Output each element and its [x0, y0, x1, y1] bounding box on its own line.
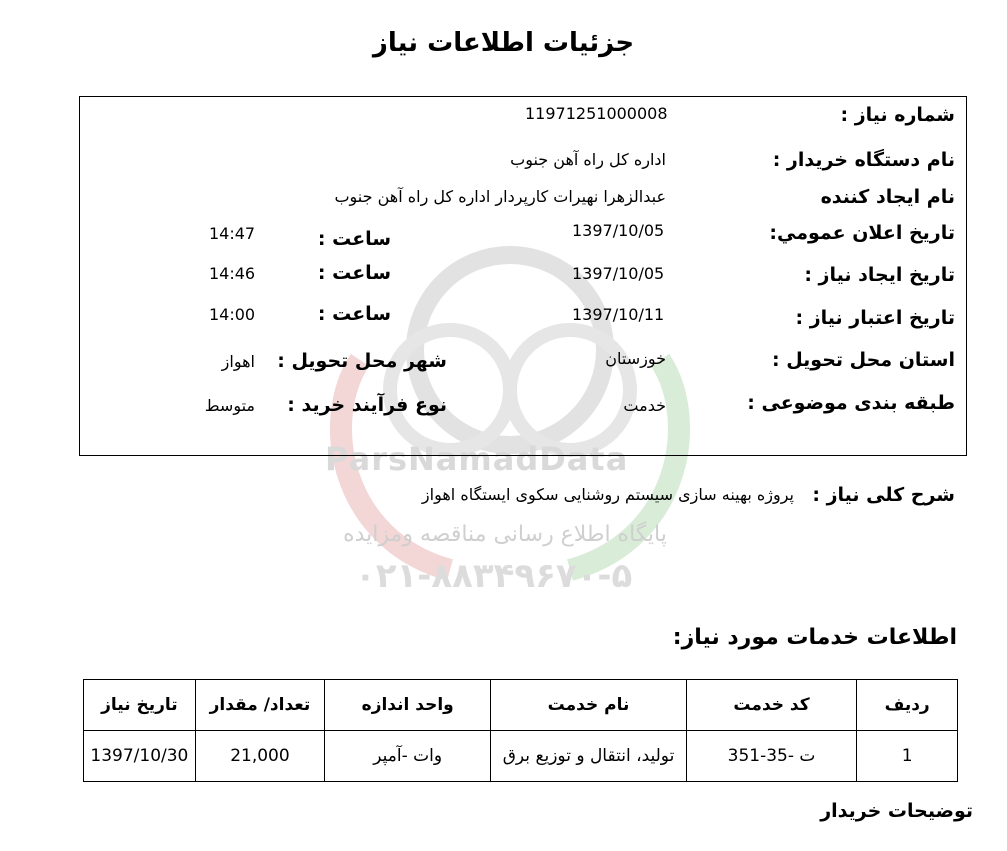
create-date-value: 1397/10/05	[572, 264, 665, 283]
need-number-value: 11971251000008	[525, 104, 668, 123]
creator-value: عبدالزهرا نهیرات کارپردار اداره کل راه آهن جنوب	[334, 187, 666, 206]
watermark-tagline: پایگاه اطلاع رسانی مناقصه ومزایده	[343, 522, 667, 547]
description-text: پروژه بهینه سازی سیستم روشنایی سکوی ایستگاه اهواز	[421, 485, 794, 504]
announce-date-label: تاریخ اعلان عمومي:	[769, 222, 955, 244]
validity-time-label: ساعت :	[317, 303, 391, 325]
buyer-org-value: اداره کل راه آهن جنوب	[510, 150, 666, 169]
cell-unit: وات -آمپر	[325, 731, 491, 782]
cell-service-name: تولید، انتقال و توزیع برق	[491, 731, 687, 782]
watermark-brand: ParsNamadData	[325, 440, 629, 478]
cell-row-number: 1	[857, 731, 958, 782]
category-label: طبقه بندی موضوعی :	[747, 392, 955, 414]
category-value: خدمت	[623, 396, 666, 415]
table-row	[84, 731, 958, 782]
cell-need-date: 1397/10/30	[84, 731, 196, 782]
process-value: متوسط	[204, 396, 255, 415]
col-need-date: تاریخ نیاز	[84, 680, 196, 731]
col-service-name: نام خدمت	[491, 680, 687, 731]
announce-time-label: ساعت :	[317, 228, 391, 250]
page-title: جزئیات اطلاعات نیاز	[372, 28, 635, 58]
validity-date-value: 1397/10/11	[572, 305, 665, 324]
create-time-label: ساعت :	[317, 262, 391, 284]
creator-label: نام ایجاد کننده	[820, 186, 955, 208]
col-quantity: تعداد/ مقدار	[195, 680, 324, 731]
buyer-org-label: نام دستگاه خریدار :	[772, 149, 955, 171]
cell-service-code: ت -35-351	[686, 731, 857, 782]
province-value: خوزستان	[605, 349, 666, 368]
create-date-label: تاریخ ایجاد نیاز :	[804, 264, 955, 286]
description-label: شرح کلی نیاز :	[812, 484, 955, 506]
buyer-notes-label: توضیحات خریدار	[820, 800, 973, 822]
services-title: اطلاعات خدمات مورد نیاز:	[672, 625, 957, 650]
process-label: نوع فرآیند خرید :	[287, 394, 447, 416]
announce-time-value: 14:47	[209, 224, 256, 243]
services-table	[83, 679, 958, 782]
validity-time-value: 14:00	[209, 305, 256, 324]
cell-quantity: 21,000	[195, 731, 324, 782]
need-number-label: شماره نیاز :	[840, 104, 955, 126]
create-time-value: 14:46	[209, 264, 256, 283]
province-label: استان محل تحویل :	[772, 349, 955, 371]
col-unit: واحد اندازه	[325, 680, 491, 731]
watermark-phone: ۰۲۱-۸۸۳۴۹۶۷۰-۵	[355, 556, 633, 596]
announce-date-value: 1397/10/05	[572, 221, 665, 240]
city-label: شهر محل تحویل :	[277, 350, 447, 372]
city-value: اهواز	[221, 352, 255, 371]
validity-date-label: تاریخ اعتبار نیاز :	[795, 307, 955, 329]
col-row-number: ردیف	[857, 680, 958, 731]
col-service-code: کد خدمت	[686, 680, 857, 731]
table-header-row	[84, 680, 958, 731]
